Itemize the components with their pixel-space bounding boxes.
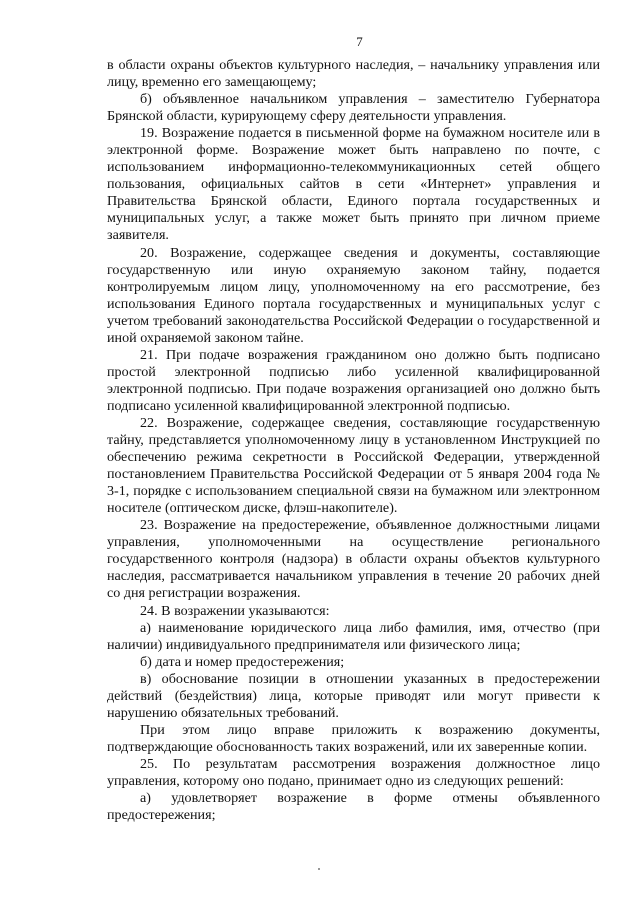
paragraph-19: 19. Возражение подается в письменной форме на бумажном носителе или в электронной форме. Возражение может быть направлено по почте, с использованием информационно-телекоммуникационных сетей общего пользования, официальных сайтов в сети «Интернет» управления и Правительства Брянской области, Единого портала государственных и муниципальных услуг, а также может быть принято при личном приеме заявителя. [107,125,600,244]
paragraph-item-b: б) объявленное начальником управления – заместителю Губернатора Брянской области, курирующему сферу деятельности управления. [107,91,600,125]
paragraph-25: 25. По результатам рассмотрения возражения должностное лицо управления, которому оно подано, принимает одно из следующих решений: [107,755,600,789]
paragraph-24-b: б) дата и номер предостережения; [140,653,345,670]
paragraph-25-a: а) удовлетворяет возражение в форме отмены объявленного предостережения; [107,790,600,824]
page-number: 7 [356,34,363,49]
paragraph-attachment-note: При этом лицо вправе приложить к возражению документы, подтверждающие обоснованность таких возражений, или их заверенные копии. [107,721,600,755]
document-body [107,57,600,824]
paragraph-continuation: в области охраны объектов культурного наследия, – начальнику управления или лицу, временно его замещающему; [107,57,600,91]
paragraph-22: 22. Возражение, содержащее сведения, составляющие государственную тайну, представляется уполномоченному лицу в установленном Инструкцией по обеспечению режима секретности в Российской Федерации, утвержденной постановлением Правительства Российской Федерации от 5 января 2004 года № 3-1, порядке с использованием специальной связи на бумажном или электронном носителе (оптическом диске, флэш-накопителе). [107,414,600,517]
paragraph-20: 20. Возражение, содержащее сведения и документы, составляющие государственную или иную охраняемую законом тайну, подается контролируемым лицом лицу, уполномоченному на его рассмотрение, без использования Единого портала государственных и муниципальных услуг с учетом требований законодательства Российской Федерации о государственной и иной охраняемой законом тайне. [107,244,600,346]
paragraph-23: 23. Возражение на предостережение, объявленное должностными лицами управления, уполномоченными на осуществление регионального государственного контроля (надзора) в области охраны объектов культурного наследия, рассматривается начальником управления в течение 20 рабочих дней со дня регистрации возражения. [107,517,600,602]
paragraph-24-a: а) наименование юридического лица либо фамилия, имя, отчество (при наличии) индивидуального предпринимателя или физического лица; [107,619,600,653]
paragraph-24-v: в) обоснование позиции в отношении указанных в предостережении действий (бездействия) лица, которые приводят или могут привести к нарушению обязательных требований. [107,670,600,721]
paragraph-24: 24. В возражении указываются: [140,602,330,619]
paragraph-21: 21. При подаче возражения гражданином оно должно быть подписано простой электронной подписью либо усиленной квалифицированной электронной подписью. При подаче возражения организацией оно должно быть подписано усиленной квалифицированной электронной подписью. [107,346,600,414]
scan-speck [318,868,320,870]
